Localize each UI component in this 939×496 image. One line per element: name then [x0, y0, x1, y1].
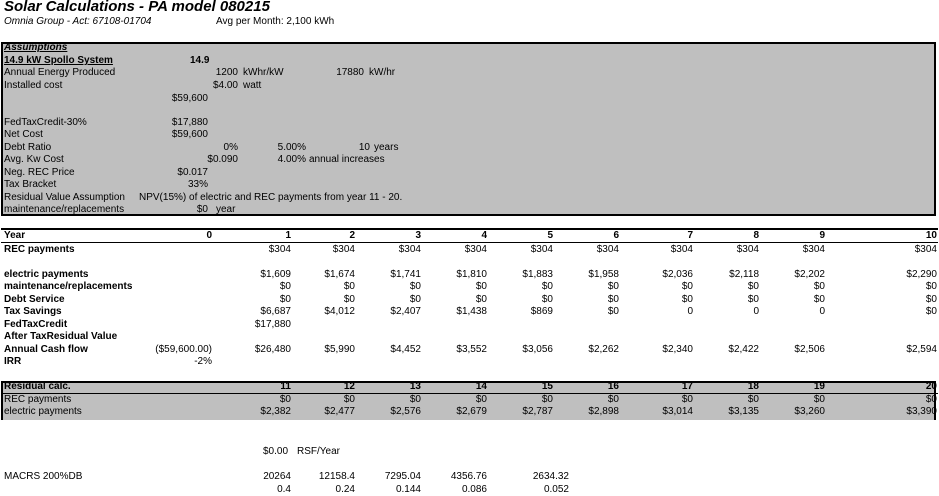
row-label: After TaxResidual Value [4, 331, 118, 342]
value-cell: $5,990 [324, 344, 355, 355]
fed-tax-credit-value: $17,880 [171, 117, 208, 128]
avg-per-month: Avg per Month: 2,100 kWh [216, 16, 335, 27]
annual-energy-label: Annual Energy Produced [4, 67, 116, 78]
residual-header-rule [1, 393, 938, 394]
residual-assumption-label: Residual Value Assumption [4, 192, 125, 203]
macrs-amount-cell: 2634.32 [532, 471, 569, 482]
value-cell: $26,480 [254, 344, 291, 355]
system-value: 14.9 [190, 55, 210, 66]
maintenance-unit: year [216, 204, 236, 215]
year-cell: 8 [753, 230, 759, 241]
value-cell: $1,958 [588, 269, 619, 280]
value-cell: $0 [747, 281, 759, 292]
value-cell: $869 [530, 306, 553, 317]
rec-price-value: $0.017 [177, 167, 208, 178]
residual-row-label: REC payments [4, 394, 72, 405]
residual-year-cell: 14 [475, 381, 487, 392]
residual-assumption-text: NPV(15%) of electric and REC payments from year 11 - 20. [139, 192, 403, 203]
value-cell: $0 [541, 281, 553, 292]
row-label: maintenance/replacements [4, 281, 133, 292]
value-cell: $2,407 [390, 306, 421, 317]
rsf-value: $0.00 [263, 446, 289, 457]
debt-ratio-value: 0% [223, 142, 238, 153]
year-cell: 2 [349, 230, 355, 241]
system-label: 14.9 kW Spollo System [4, 55, 113, 66]
installed-cost-unit: watt [243, 80, 262, 91]
residual-value-cell: $3,390 [906, 406, 937, 417]
page-title: Solar Calculations - PA model 080215 [4, 0, 270, 15]
residual-calc-label: Residual calc. [4, 381, 71, 392]
value-cell: -2% [194, 356, 212, 367]
value-cell: $0 [681, 281, 693, 292]
value-cell: $4,452 [390, 344, 421, 355]
year-cell: 6 [613, 230, 619, 241]
residual-value-cell: $2,477 [324, 406, 355, 417]
debt-ratio-label: Debt Ratio [4, 142, 52, 153]
row-label: Tax Savings [4, 306, 62, 317]
value-cell: $0 [925, 294, 937, 305]
annual-energy-total-unit: kW/hr [369, 67, 396, 78]
value-cell: $304 [464, 244, 487, 255]
value-cell: $2,202 [794, 269, 825, 280]
value-cell: $0 [541, 294, 553, 305]
value-cell: $2,422 [728, 344, 759, 355]
residual-value-cell: $2,679 [456, 406, 487, 417]
year-cell: 3 [415, 230, 421, 241]
value-cell: $304 [596, 244, 619, 255]
year-cell: 9 [819, 230, 825, 241]
value-cell: $2,340 [662, 344, 693, 355]
residual-value-cell: $2,787 [522, 406, 553, 417]
residual-value-cell: $2,576 [390, 406, 421, 417]
year-label: Year [4, 230, 26, 241]
value-cell: ($59,600.00) [155, 344, 212, 355]
net-cost-label: Net Cost [4, 129, 43, 140]
value-cell: $1,810 [456, 269, 487, 280]
row-label: IRR [4, 356, 22, 367]
year-cell: 7 [687, 230, 693, 241]
year-bottom-rule [1, 242, 938, 243]
value-cell: $304 [802, 244, 825, 255]
macrs-amount-cell: 20264 [263, 471, 291, 482]
value-cell: $0 [813, 281, 825, 292]
value-cell: $1,609 [260, 269, 291, 280]
rec-price-label: Neg. REC Price [4, 167, 75, 178]
debt-ratio-term-unit: years [374, 142, 399, 153]
value-cell: 0 [753, 306, 759, 317]
annual-energy-unit: kWhr/kW [243, 67, 284, 78]
avg-kw-cost-increase-text: annual increases [309, 154, 385, 165]
debt-ratio-term: 10 [358, 142, 370, 153]
residual-year-cell: 19 [813, 381, 825, 392]
row-label: Annual Cash flow [4, 344, 88, 355]
value-cell: $2,118 [729, 269, 759, 280]
residual-value-cell: $0 [681, 394, 693, 405]
macrs-rate-cell: 0.4 [277, 484, 291, 495]
year-cell: 5 [547, 230, 553, 241]
avg-kw-cost-value: $0.090 [207, 154, 238, 165]
tax-bracket-label: Tax Bracket [4, 179, 57, 190]
value-cell: $0 [475, 294, 487, 305]
residual-value-cell: $2,382 [260, 406, 291, 417]
residual-value-cell: $0 [925, 394, 937, 405]
value-cell: $1,438 [456, 306, 487, 317]
value-cell: $0 [343, 294, 355, 305]
annual-energy-value: 1200 [215, 67, 238, 78]
assumptions-heading: Assumptions [4, 42, 68, 53]
maintenance-label: maintenance/replacements [4, 204, 125, 215]
residual-year-cell: 12 [343, 381, 355, 392]
value-cell: $0 [475, 281, 487, 292]
installed-cost-value: $4.00 [212, 80, 238, 91]
tax-bracket-value: 33% [187, 179, 208, 190]
residual-year-cell: 17 [681, 381, 693, 392]
value-cell: 0 [687, 306, 693, 317]
value-cell: $0 [925, 281, 937, 292]
value-cell: $0 [681, 294, 693, 305]
value-cell: $304 [670, 244, 693, 255]
residual-value-cell: $0 [747, 394, 759, 405]
value-cell: $0 [747, 294, 759, 305]
value-cell: $17,880 [254, 319, 291, 330]
residual-value-cell: $0 [813, 394, 825, 405]
macrs-amount-cell: 7295.04 [384, 471, 421, 482]
value-cell: $3,552 [456, 344, 487, 355]
net-cost-value: $59,600 [171, 129, 208, 140]
avg-kw-cost-increase: 4.00% [277, 154, 306, 165]
macrs-rate-cell: 0.086 [461, 484, 487, 495]
residual-value-cell: $2,898 [588, 406, 619, 417]
value-cell: $0 [343, 281, 355, 292]
row-label: electric payments [4, 269, 89, 280]
value-cell: $4,012 [324, 306, 355, 317]
value-cell: $2,262 [588, 344, 619, 355]
residual-value-cell: $0 [409, 394, 421, 405]
row-label: REC payments [4, 244, 75, 255]
row-label: FedTaxCredit [4, 319, 68, 330]
residual-year-cell: 20 [925, 381, 937, 392]
residual-value-cell: $0 [279, 394, 291, 405]
value-cell: $2,036 [662, 269, 693, 280]
residual-value-cell: $3,135 [728, 406, 759, 417]
value-cell: $1,674 [324, 269, 355, 280]
residual-value-cell: $0 [607, 394, 619, 405]
value-cell: $304 [332, 244, 355, 255]
residual-year-cell: 18 [747, 381, 759, 392]
annual-energy-total: 17880 [336, 67, 364, 78]
macrs-amount-cell: 4356.76 [450, 471, 487, 482]
row-label: Debt Service [4, 294, 65, 305]
rsf-unit: RSF/Year [297, 446, 340, 457]
residual-row-label: electric payments [4, 406, 82, 417]
value-cell: $0 [607, 306, 619, 317]
residual-year-cell: 15 [541, 381, 553, 392]
year-top-rule [1, 228, 938, 230]
value-cell: $304 [398, 244, 421, 255]
value-cell: $0 [607, 281, 619, 292]
residual-year-cell: 11 [280, 381, 291, 392]
residual-year-cell: 13 [409, 381, 421, 392]
value-cell: $2,506 [794, 344, 825, 355]
company-account: Omnia Group - Act: 67108-01704 [4, 16, 152, 27]
value-cell: 0 [819, 306, 825, 317]
residual-value-cell: $3,260 [794, 406, 825, 417]
value-cell: $6,687 [260, 306, 291, 317]
value-cell: $304 [268, 244, 291, 255]
macrs-rate-cell: 0.144 [395, 484, 421, 495]
debt-ratio-rate: 5.00% [277, 142, 306, 153]
year-cell: 4 [481, 230, 487, 241]
assumptions-panel [1, 42, 936, 216]
maintenance-value: $0 [196, 204, 208, 215]
year-cell: 1 [285, 230, 291, 241]
value-cell: $304 [736, 244, 759, 255]
macrs-amount-cell: 12158.4 [318, 471, 355, 482]
year-cell: 10 [925, 230, 937, 241]
installed-cost-total: $59,600 [171, 93, 208, 104]
macrs-label: MACRS 200%DB [4, 471, 83, 482]
value-cell: $304 [914, 244, 937, 255]
value-cell: $0 [409, 281, 421, 292]
value-cell: $0 [925, 306, 937, 317]
residual-value-cell: $0 [475, 394, 487, 405]
residual-value-cell: $3,014 [662, 406, 693, 417]
value-cell: $0 [409, 294, 421, 305]
avg-kw-cost-label: Avg. Kw Cost [4, 154, 64, 165]
value-cell: $2,594 [906, 344, 937, 355]
value-cell: $0 [813, 294, 825, 305]
macrs-rate-cell: 0.24 [335, 484, 355, 495]
year-cell: 0 [206, 230, 212, 241]
value-cell: $304 [530, 244, 553, 255]
fed-tax-credit-label: FedTaxCredit-30% [4, 117, 87, 128]
residual-value-cell: $0 [343, 394, 355, 405]
installed-cost-label: Installed cost [4, 80, 63, 91]
value-cell: $0 [607, 294, 619, 305]
macrs-rate-cell: 0.052 [543, 484, 569, 495]
residual-value-cell: $0 [541, 394, 553, 405]
value-cell: $1,741 [390, 269, 421, 280]
value-cell: $2,290 [906, 269, 937, 280]
residual-year-cell: 16 [607, 381, 619, 392]
value-cell: $0 [279, 281, 291, 292]
value-cell: $1,883 [522, 269, 553, 280]
value-cell: $0 [279, 294, 291, 305]
value-cell: $3,056 [522, 344, 553, 355]
